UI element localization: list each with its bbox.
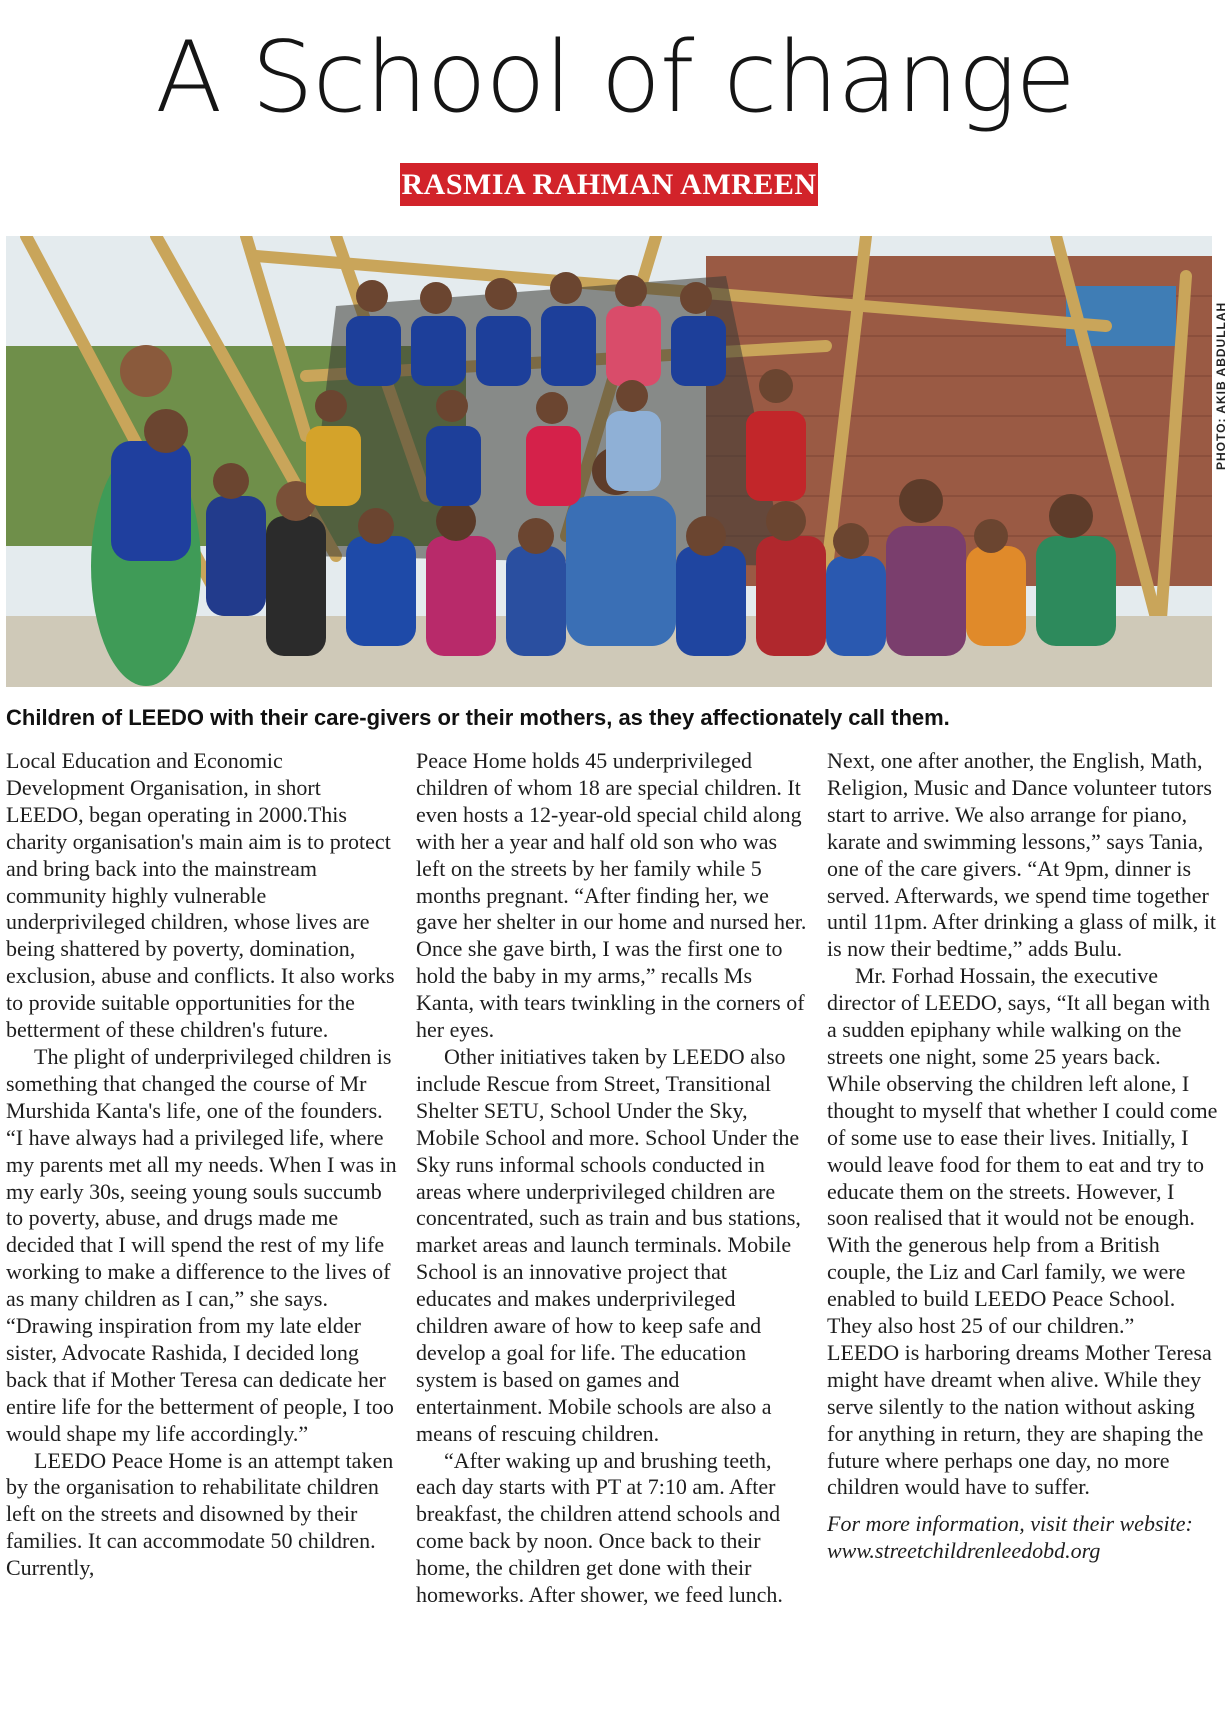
photo-caption: Children of LEEDO with their care-givers or their mothers, as they affectionately call them.: [6, 705, 950, 730]
paragraph: “After waking up and brushing teeth, each day starts with PT at 7:10 am. After breakfast, the children attend schools and come back by noon. Once back to their home, the children get done with their homeworks. After shower, we feed lunch.: [416, 1447, 783, 1608]
paragraph: LEEDO is harboring dreams Mother Teresa might have dreamt when alive. While they serve silently to the nation without asking for anything in return, they are shaping the future where perhaps one day, no more children would have to suffer.: [827, 1339, 1212, 1500]
paragraph: LEEDO Peace Home is an attempt taken by the organisation to rehabilitate children left on the streets and disowned by their families. It can accommodate 50 children. Currently,: [6, 1447, 394, 1581]
article-column-1: [6, 748, 398, 1582]
article-column-2: [416, 748, 808, 1609]
paragraph: Local Education and Economic Development Organisation, in short LEEDO, began operating in 2000.This charity organisation's main aim is to protect and bring back into the mainstream community highly vulnerable underprivileged children, whose lives are being shattered by poverty, domination, exclusion, abuse and conflicts. It also works to provide suitable opportunities for the betterment of these children's future.: [6, 748, 395, 1043]
group-photo-illustration: [6, 236, 1212, 687]
byline-text: RASMIA RAHMAN AMREEN: [401, 167, 817, 201]
paragraph: Other initiatives taken by LEEDO also include Rescue from Street, Transitional Shelter SETU, School Under the Sky, Mobile School and more. School Under the Sky runs informal schools conducted in areas where underprivileged children are concentrated, such as train and bus stations, market areas and launch terminals. Mobile School is an innovative project that educates and makes underprivileged children aware of how to keep safe and develop a goal for life. The education system is based on games and entertainment. Mobile schools are also a means of rescuing children.: [416, 1043, 801, 1446]
headline: A School of change: [155, 21, 1075, 135]
paragraph: The plight of underprivileged children is something that changed the course of Mr Murshida Kanta's life, one of the founders. “I have always had a privileged life, where my parents met all my needs. When I was in my early 30s, seeing young souls succumb to poverty, abuse, and drugs made me decided that I will spend the rest of my life working to make a difference to the lives of as many children as I can,” she says. “Drawing inspiration from my late elder sister, Advocate Rashida, I decided long back that if Mother Teresa can dedicate her entire life for the betterment of people, I too would shape my life accordingly.”: [6, 1043, 397, 1446]
group-photo: [6, 236, 1212, 687]
byline: [400, 163, 818, 206]
paragraph: Next, one after another, the English, Math, Religion, Music and Dance volunteer tutors start to arrive. We also arrange for piano, karate and swimming lessons,” says Tania, one of the care givers. “At 9pm, dinner is served. Afterwards, we spend time together until 11pm. After drinking a glass of milk, it is now their bedtime,” adds Bulu.: [827, 748, 1217, 962]
paragraph: Mr. Forhad Hossain, the executive director of LEEDO, says, “It all began with a sudden epiphany while walking on the streets one night, some 25 years back. While observing the children left alone, I thought to myself that whether I could come of some use to ease their lives. Initially, I would leave food for them to eat and try to educate them on the streets. However, I soon realised that it would not be enough. With the generous help from a British couple, the Liz and Carl family, we were enabled to build LEEDO Peace School. They also host 25 of our children.”: [827, 963, 1218, 1339]
more-info-link[interactable]: For more information, visit their website: www.streetchildrenleedobd.org: [827, 1511, 1193, 1564]
paragraph: Peace Home holds 45 underprivileged children of whom 18 are special children. It even hosts a 12-year-old special child along with her a year and half old son who was left on the streets by her family while 5 months pregnant. “After finding her, we gave her shelter in our home and nursed her. Once she gave birth, I was the first one to hold the baby in my arms,” recalls Ms Kanta, with tears twinkling in the corners of her eyes.: [416, 748, 807, 1043]
article-column-3: [827, 748, 1219, 1565]
